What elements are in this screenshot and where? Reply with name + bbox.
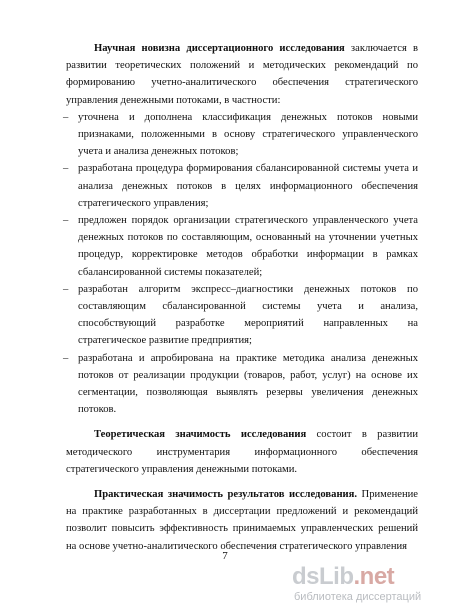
theoretical-text: состоит в развитии методического инструментария информационного обеспечения стратегического управления денежными потоками.	[66, 429, 418, 475]
list-item-text: разработан алгоритм экспресс–диагностики денежных потоков по составляющим сбалансированной системы учета и анализа, способствующий разработке мероприятий направленных на стратегическое развитие предприятия;	[78, 283, 418, 347]
list-item	[63, 281, 418, 350]
list-item	[63, 160, 418, 212]
body-text	[63, 40, 418, 555]
list-item-text: разработана и апробирована на практике методика анализа денежных потоков от реализации продукции (товаров, работ, услуг) на основе их сегментации, позволяющая выявлять резервы увеличения денежных потоков.	[78, 352, 418, 416]
watermark-logo	[292, 563, 394, 591]
watermark-logo-tld: .net	[353, 563, 395, 590]
bullet-dash: –	[63, 283, 69, 295]
theoretical-significance-paragraph	[66, 426, 418, 478]
novelty-text: заключается в развитии теоретических положений и методических рекомендаций по формированию учетно-аналитического обеспечения стратегического управления денежными потоками, в частности:	[66, 43, 418, 106]
practical-significance-paragraph	[66, 486, 418, 555]
practical-heading: Практическая значимость результатов исследования.	[94, 489, 358, 501]
watermark	[292, 563, 438, 607]
list-item-text: разработана процедура формирования сбалансированной системы учета и анализа денежных потоков в целях информационного обеспечения стратегического управления;	[78, 163, 418, 209]
list-item-text: предложен порядок организации стратегического управленческого учета денежных потоков по составляющим, основанный на уточнении учетных процедур, корректировке методов обработки информации в рамках сбалансированной системы показателей;	[78, 215, 418, 278]
novelty-heading: Научная новизна диссертационного исследования	[94, 43, 345, 54]
watermark-subtitle: библиотека диссертаций	[294, 591, 422, 603]
bullet-dash: –	[63, 215, 69, 227]
list-item	[63, 109, 418, 161]
theoretical-heading: Теоретическая значимость исследования	[94, 429, 307, 441]
practical-text: Применение на практике разработанных в диссертации предложений и рекомендаций позволит повысить эффективность принимаемых управленческих решений на основе учетно-аналитического обеспечения стратегического управления	[66, 489, 418, 552]
novelty-paragraph	[66, 40, 418, 109]
bullet-dash: –	[63, 111, 69, 123]
watermark-logo-main: dsLib	[292, 563, 354, 590]
bullet-dash: –	[63, 163, 69, 175]
list-item	[63, 212, 418, 281]
page-number: 7	[222, 550, 228, 562]
bullet-dash: –	[63, 352, 69, 364]
list-item	[63, 350, 418, 419]
list-item-text: уточнена и дополнена классификация денежных потоков новыми признаками, положенными в основу стратегического управленческого учета и анализа денежных потоков;	[78, 111, 418, 158]
